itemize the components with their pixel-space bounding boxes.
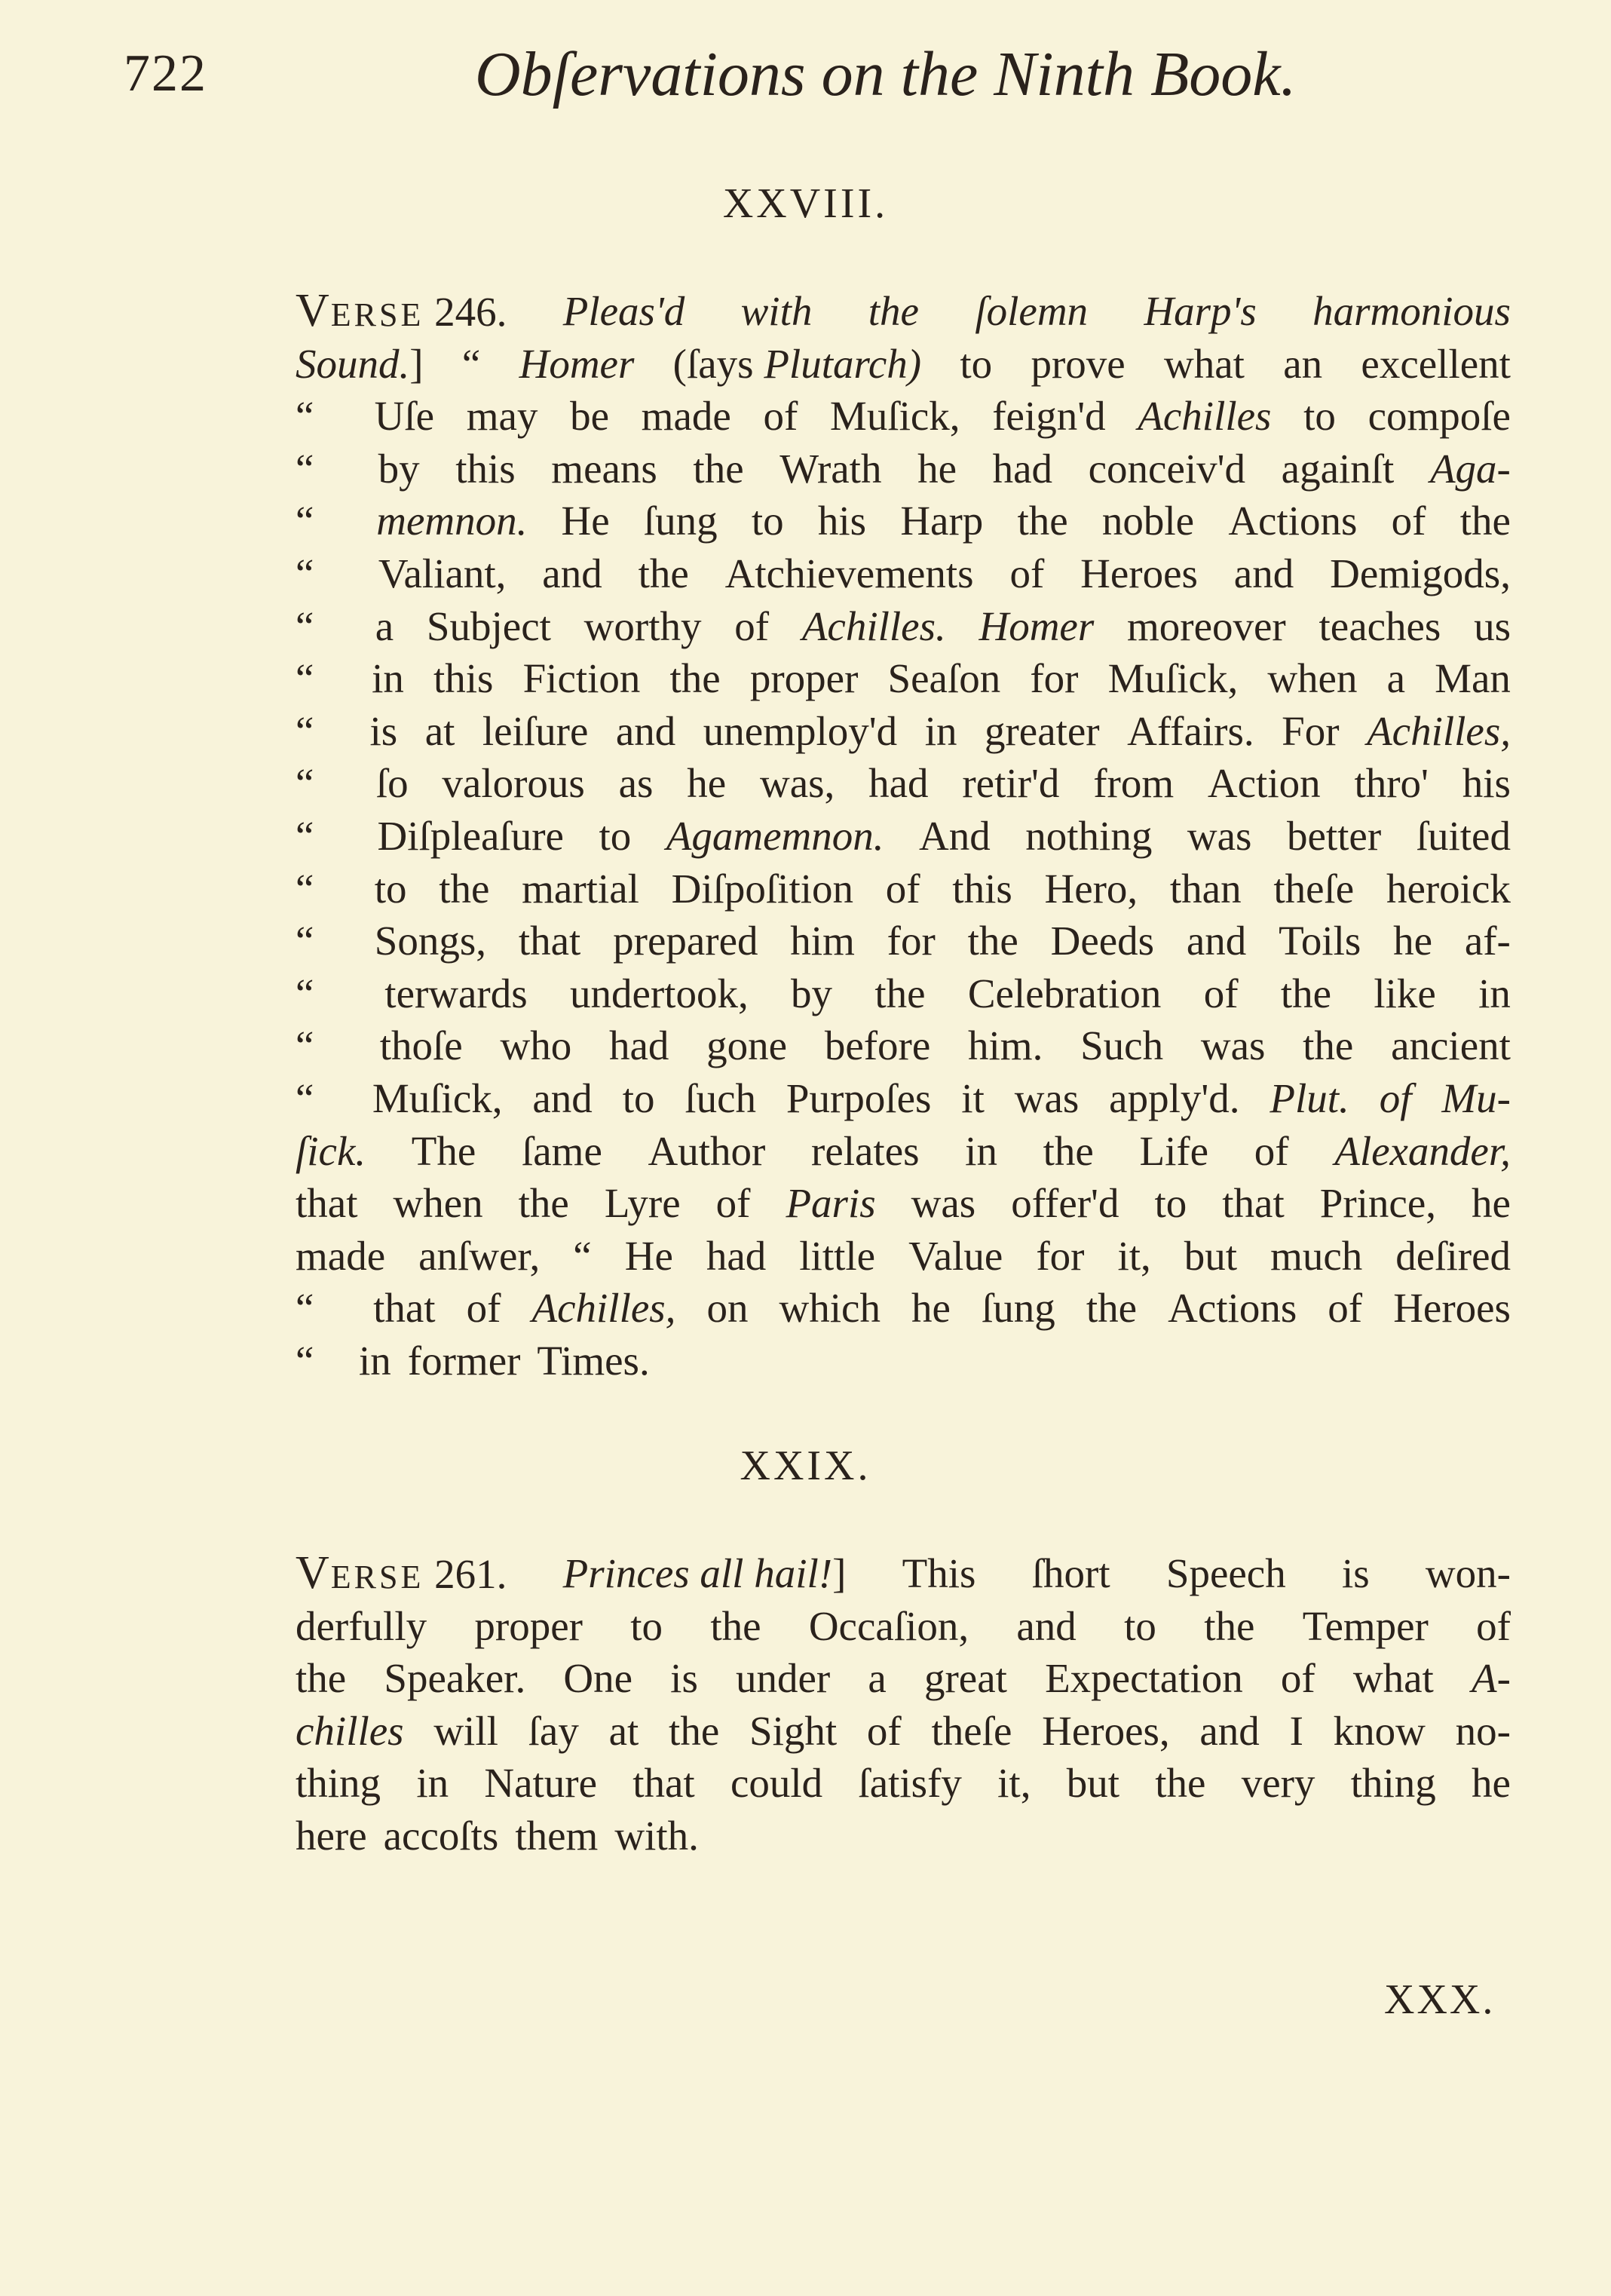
text-line: “ Diſpleaſure to Agamemnon. And nothing was better ſuited bbox=[296, 812, 1511, 859]
text-line: “ a Subject worthy of Achilles. Homer moreover teaches us bbox=[296, 602, 1511, 649]
verse-label: VERSE 261. bbox=[296, 1547, 507, 1599]
text-line: “ thoſe who had gone before him. Such was the ancient bbox=[296, 1022, 1511, 1069]
text-line: VERSE 246. Pleas'd with the ſolemn Harp's harmonious bbox=[296, 285, 1511, 336]
text-line: derfully proper to the Occaſion, and to the Temper of bbox=[296, 1602, 1511, 1649]
text-line: “ that of Achilles, on which he ſung the Actions of Heroes bbox=[296, 1285, 1511, 1332]
text-line: “ is at leiſure and unemploy'd in greater Affairs. For Achilles, bbox=[296, 707, 1511, 754]
text-line: “ memnon. He ſung to his Harp the noble Actions of the bbox=[296, 498, 1511, 544]
running-title: Obſervations on the Ninth Book. bbox=[475, 39, 1297, 109]
catchword: XXX. bbox=[1384, 1976, 1496, 2023]
text-line: VERSE 261. Princes all hail!] This ſhort Speech is won- bbox=[296, 1547, 1511, 1599]
section-29-text bbox=[296, 1547, 1511, 1862]
text-line: “ to the martial Diſpoſition of this Hero, than theſe heroick bbox=[296, 865, 1511, 912]
text-line: that when the Lyre of Paris was offer'd to that Prince, he bbox=[296, 1180, 1511, 1227]
text-line: here accoſts them with. bbox=[296, 1812, 699, 1859]
page-header bbox=[113, 23, 1500, 121]
text-line: “ Muſick, and to ſuch Purpoſes it was apply'd. Plut. of Mu- bbox=[296, 1074, 1511, 1121]
text-line: made anſwer, “ He had little Value for it, but much deſired bbox=[296, 1232, 1511, 1279]
text-line: “ terwards undertook, by the Celebration of the like in bbox=[296, 970, 1511, 1016]
text-line: chilles will ſay at the Sight of theſe Heroes, and I know no- bbox=[296, 1707, 1511, 1754]
text-line: thing in Nature that could ſatisfy it, but the very thing he bbox=[296, 1760, 1511, 1807]
text-line: “ in this Fiction the proper Seaſon for Muſick, when a Man bbox=[296, 655, 1511, 702]
text-line: Sound.] “ Homer (ſays Plutarch) to prove what an excellent bbox=[296, 340, 1511, 387]
text-line: “ in former Times. bbox=[296, 1337, 650, 1384]
page-number: 722 bbox=[124, 44, 207, 103]
text-line: the Speaker. One is under a great Expectation of what A- bbox=[296, 1655, 1511, 1702]
section-heading-xxviii: XXVIII. bbox=[722, 180, 889, 227]
text-line: “ Valiant, and the Atchievements of Heroes and Demigods, bbox=[296, 550, 1511, 596]
text-line: “ Songs, that prepared him for the Deeds and Toils he af- bbox=[296, 918, 1511, 964]
text-line: “ ſo valorous as he was, had retir'd from Action thro' his bbox=[296, 760, 1511, 807]
section-28-text bbox=[296, 285, 1511, 1387]
text-line: ſick. The ſame Author relates in the Life of Alexander, bbox=[296, 1127, 1511, 1174]
text-line: “ Uſe may be made of Muſick, feign'd Achilles to compoſe bbox=[296, 393, 1511, 440]
section-heading-xxix: XXIX. bbox=[740, 1442, 871, 1489]
text-line: “ by this means the Wrath he had conceiv'd againſt Aga- bbox=[296, 445, 1511, 492]
verse-label: VERSE 246. bbox=[296, 285, 507, 336]
